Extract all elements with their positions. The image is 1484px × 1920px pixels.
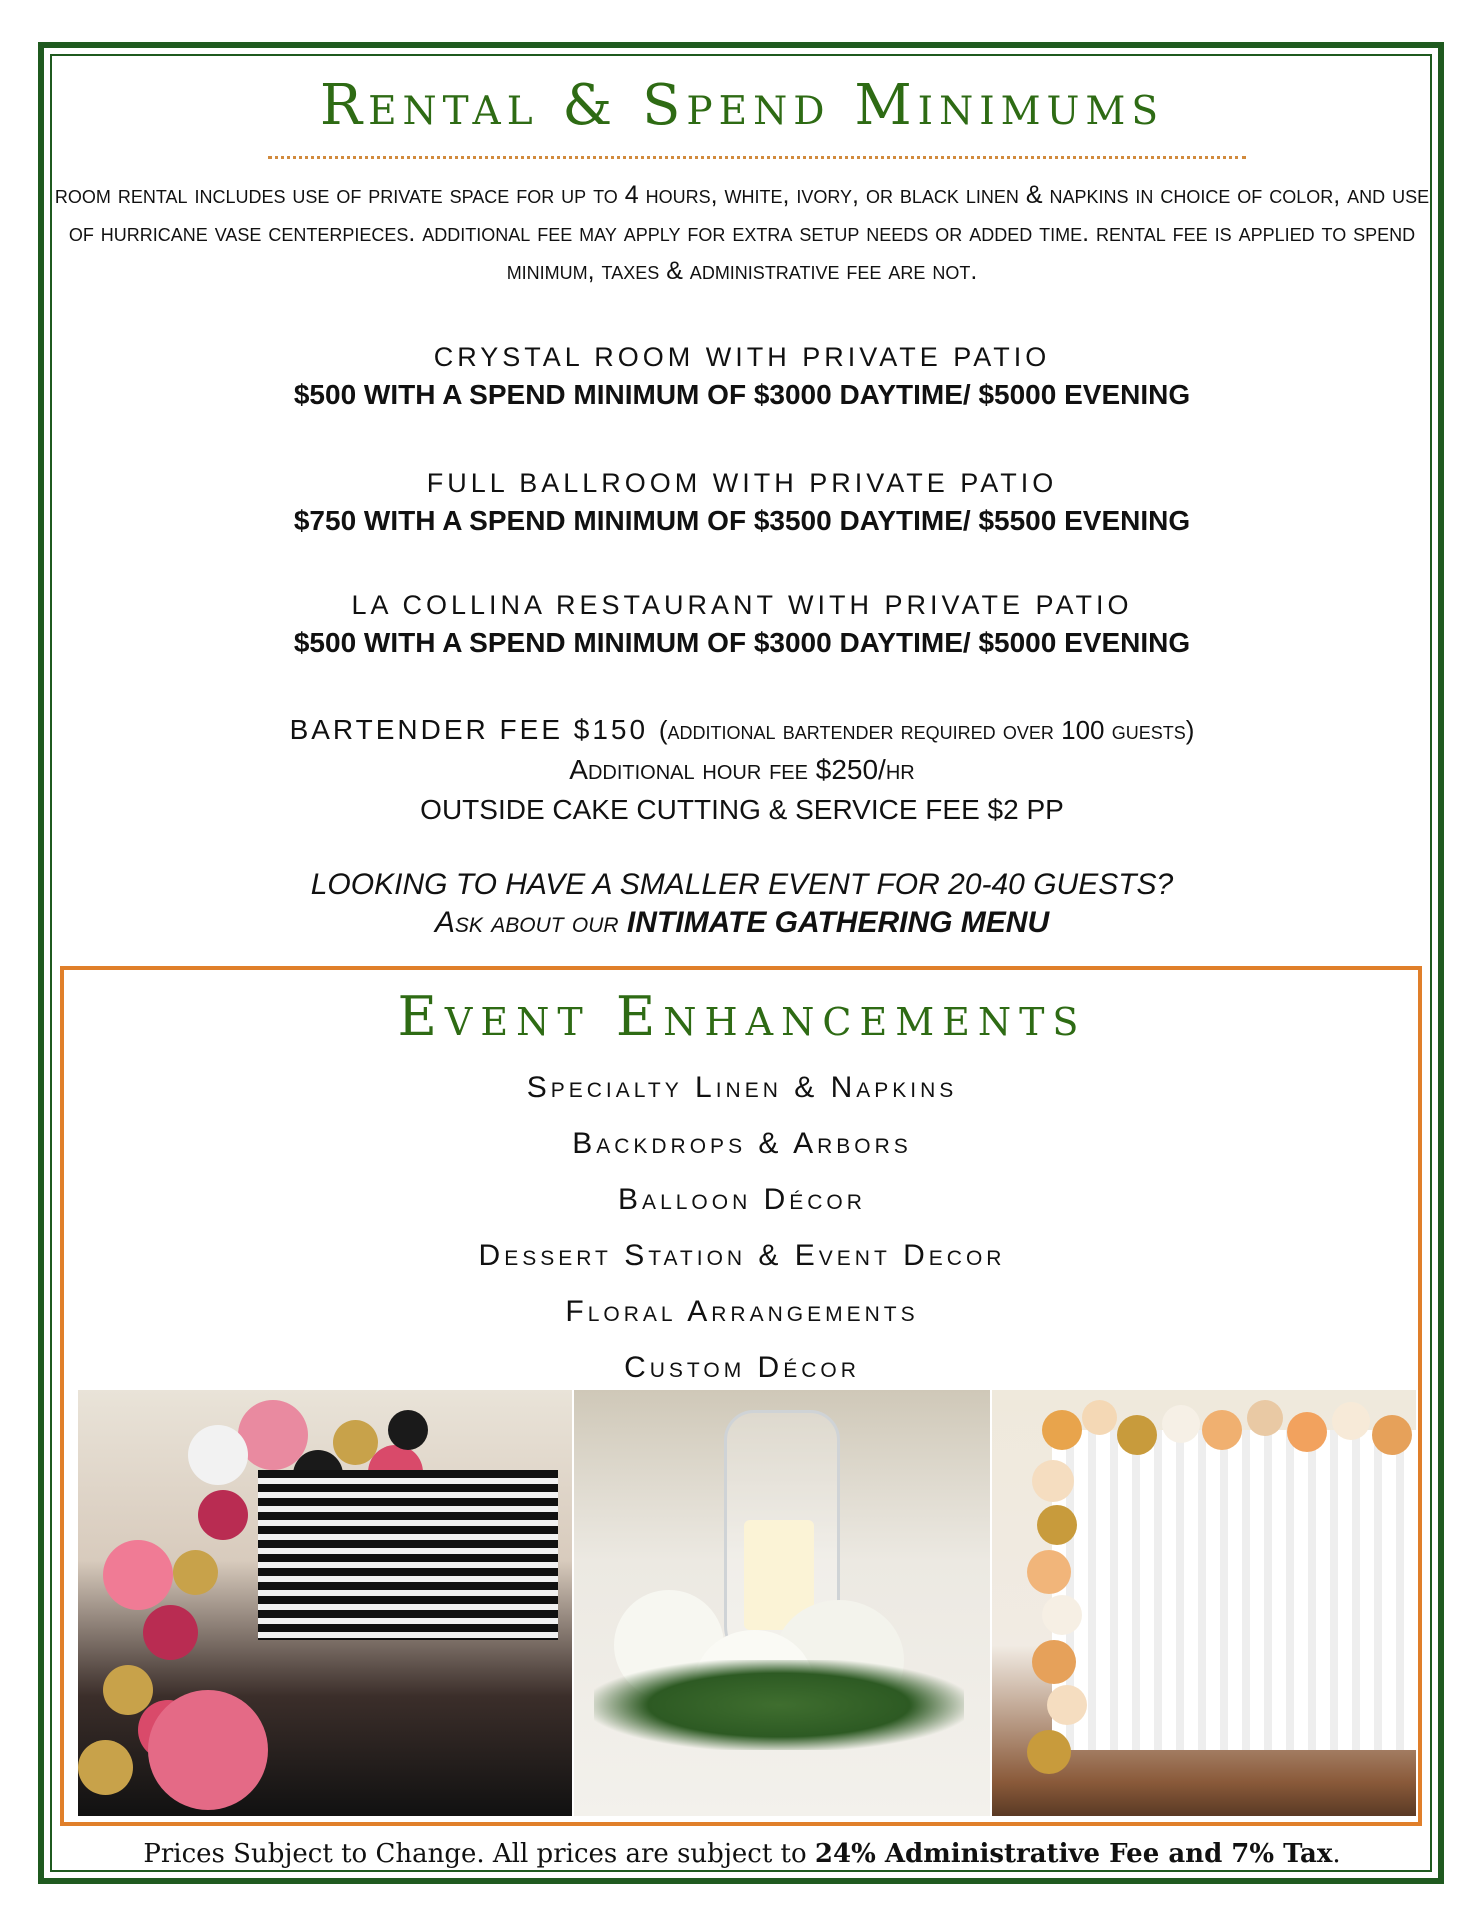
bartender-fee bbox=[0, 710, 1484, 750]
enhancement-item: Dessert Station & Event Decor bbox=[478, 1239, 1006, 1272]
room-price: $750 WITH A SPEND MINIMUM OF $3500 DAYTIME/ $5500 EVENING bbox=[293, 505, 1191, 536]
enhancement-item: Specialty Linen & Napkins bbox=[526, 1071, 958, 1104]
page-title: Rental & Spend Minimums bbox=[319, 73, 1165, 138]
enhancement-item: Backdrops & Arbors bbox=[572, 1127, 912, 1160]
room-price: $500 WITH A SPEND MINIMUM OF $3000 DAYTIME/ $5000 EVENING bbox=[293, 379, 1191, 410]
room-ballroom bbox=[0, 464, 1484, 540]
room-la-collina bbox=[0, 586, 1484, 662]
footer-note bbox=[0, 1837, 1484, 1871]
footer-prefix: Prices Subject to Change. All prices are subject to bbox=[143, 1839, 815, 1869]
title-divider bbox=[268, 156, 1246, 159]
smaller-event-prefix: Ask about our bbox=[434, 906, 627, 939]
rental-intro: room rental includes use of private space for up to 4 hours, white, ivory, or black linen & napkins in choice of color, and use of hurricane vase centerpieces. additional fee may apply for extra setup needs or added time. rental fee is applied to spend minimum, taxes & administrative fee are not. bbox=[54, 181, 1430, 285]
bartender-fee-note: (additional bartender required over 100 guests) bbox=[658, 715, 1195, 745]
footer-fees: 24% Administrative Fee and 7% Tax bbox=[814, 1839, 1333, 1869]
room-name: LA COLLINA RESTAURANT WITH PRIVATE PATIO bbox=[351, 590, 1133, 620]
birthday-balloon-backdrop-photo bbox=[78, 1390, 572, 1816]
smaller-event-line2 bbox=[0, 904, 1484, 942]
intimate-gathering-menu: INTIMATE GATHERING MENU bbox=[626, 906, 1050, 939]
room-crystal bbox=[0, 338, 1484, 414]
room-name: FULL BALLROOM WITH PRIVATE PATIO bbox=[426, 468, 1058, 498]
bartender-fee-main: BARTENDER FEE $150 bbox=[289, 714, 649, 745]
balloon-arch-backdrop-photo bbox=[992, 1390, 1416, 1816]
photo-strip bbox=[78, 1390, 1416, 1816]
enhancement-item: Balloon Décor bbox=[618, 1183, 866, 1216]
additional-hour-fee: Additional hour fee $250/hr bbox=[569, 754, 915, 785]
fees-section bbox=[0, 710, 1484, 830]
enhancement-item: Custom Décor bbox=[624, 1351, 860, 1384]
enhancement-item: Floral Arrangements bbox=[565, 1295, 919, 1328]
floral-centerpiece-photo bbox=[574, 1390, 990, 1816]
room-name: CRYSTAL ROOM WITH PRIVATE PATIO bbox=[433, 342, 1051, 372]
smaller-event-line1: LOOKING TO HAVE A SMALLER EVENT FOR 20-40 GUESTS? bbox=[310, 868, 1174, 901]
cake-cutting-fee: OUTSIDE CAKE CUTTING & SERVICE FEE $2 PP bbox=[420, 794, 1064, 825]
footer-suffix: . bbox=[1332, 1839, 1341, 1869]
enhancements-title: Event Enhancements bbox=[397, 985, 1087, 1048]
enhancements-list bbox=[0, 1060, 1484, 1396]
room-price: $500 WITH A SPEND MINIMUM OF $3000 DAYTIME/ $5000 EVENING bbox=[293, 627, 1191, 658]
smaller-event-note bbox=[0, 866, 1484, 942]
